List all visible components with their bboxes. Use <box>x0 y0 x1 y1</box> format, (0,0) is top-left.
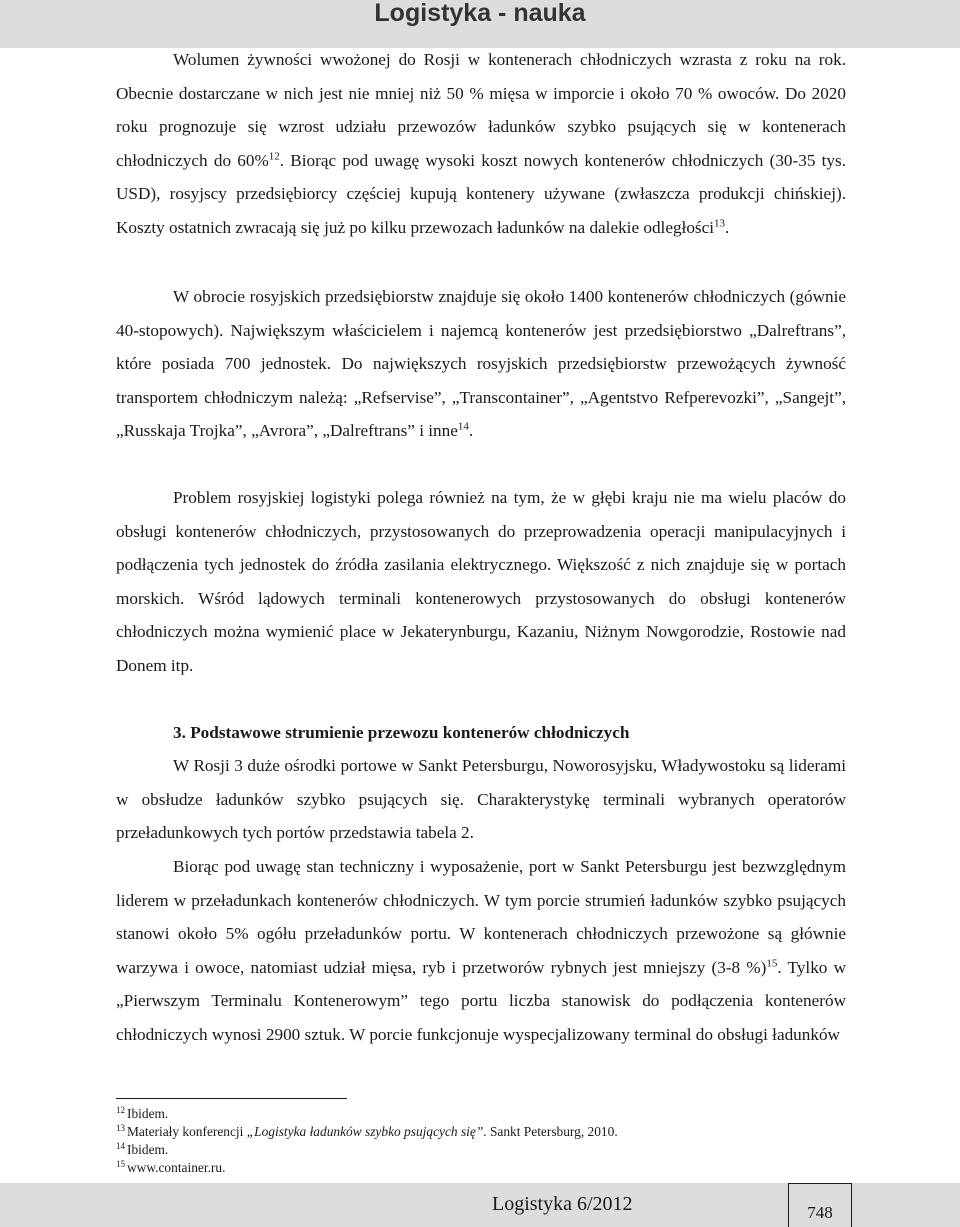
footnote-14 <box>116 1141 856 1159</box>
footnote-separator <box>116 1098 347 1099</box>
footnotes <box>116 1105 856 1177</box>
paragraph-2-text: W obrocie rosyjskich przedsiębiorstw znajduje się około 1400 kontenerów chłodniczych (gównie 40-stopowych). Największym właścicielem i najemcą kontenerów jest przedsiębiorstwo „Dalreftrans”, które posiada 700 jednostek. Do największych rosyjskich przedsiębiorstw przewożących żywność transportem chłodniczym należą: „Refservise”, „Transcontainer”, „Agentstvo Refperevozki”, „Sangejt”, „Russkaja Trojka”, „Avrora”, „Dalreftrans” i inne <box>116 287 846 441</box>
paragraph-3-text: Problem rosyjskiej logistyki polega również na tym, że w głębi kraju nie ma wielu placów do obsługi kontenerów chłodniczych, przystosowanych do przeprowadzenia operacji manipulacyjnych i podłączenia tych jednostek do źródła zasilania elektrycznego. Większość z nich znajduje się w portach morskich. Wśród lądowych terminali kontenerowych przystosowanych do obsługi kontenerów chłodniczych można wymienić place w Jekaterynburgu, Kazaniu, Niżnym Nowgorodzie, Rostowie nad Donem itp. <box>116 488 846 675</box>
paragraph-1-first-line: Wolumen żywności wwożonej do Rosji w kontenerach chłodniczych wzrasta z roku <box>173 50 787 69</box>
footnote-text: Ibidem. <box>127 1106 169 1121</box>
footnote-text: www.container.ru. <box>127 1160 226 1175</box>
footnote-12 <box>116 1105 856 1123</box>
footnote-number: 14 <box>116 1140 125 1151</box>
paragraph-5 <box>116 850 846 1052</box>
paragraph-5-text: Biorąc pod uwagę stan techniczny i wyposażenie, port w Sankt Petersburgu jest bezwzględnym liderem w przeładunkach kontenerów chłodniczych. W tym porcie strumień ładunków szybko psujących stanowi około 5% ogółu przeładunków portu. W kontenerach chłodniczych przewożone są głównie warzywa i owoce, natomiast udział mięsa, ryb i przetworów rybnych jest mniejszy (3-8 %) <box>116 857 846 977</box>
paragraph-1-text-end: . <box>725 217 730 237</box>
paragraph-1-text-2: . Biorąc pod uwagę wysoki koszt nowych kontenerów chłodniczych (30-35 tys. USD), rosyjscy przedsiębiorcy częściej kupują kontenery używane (zwłaszcza produkcji chińskiej). Koszty ostatnich zwracają się już po kilku przewozach ładunków na dalekie odległości <box>116 150 846 237</box>
footnote-ref-14: 14 <box>457 420 469 433</box>
paragraph-1-text: na rok. Obecnie dostarczane w nich jest nie mniej niż 50 % mięsa w imporcie i około 70 % owoców. Do 2020 roku prognozuje się wzrost udziału przewozów ładunków szybko psujących się w kontenerach chłodniczych do 60% <box>116 50 847 170</box>
footnote-ref-12: 12 <box>268 150 280 163</box>
paragraph-4 <box>116 749 846 850</box>
footnote-ref-15: 15 <box>766 957 778 970</box>
footnote-text: Ibidem. <box>127 1142 169 1157</box>
page-number: 748 <box>807 1203 833 1222</box>
paragraph-2 <box>116 280 846 448</box>
footnote-ref-13: 13 <box>714 217 726 230</box>
footnote-13 <box>116 1123 856 1141</box>
footnote-text: Materiały konferencji <box>127 1124 247 1139</box>
paragraph-2-text-end: . <box>468 421 474 441</box>
paragraph-1 <box>116 43 846 245</box>
section-heading: 3. Podstawowe strumienie przewozu kontenerów chłodniczych <box>173 723 630 742</box>
paragraph-3 <box>116 481 846 683</box>
header-bar <box>0 0 960 48</box>
footer-journal-label: Logistyka 6/2012 <box>492 1193 633 1215</box>
footnote-number: 15 <box>116 1158 125 1169</box>
footnote-number: 13 <box>116 1122 125 1133</box>
footnote-15 <box>116 1159 856 1177</box>
footnote-text-post: . Sankt Petersburg, 2010. <box>483 1124 618 1139</box>
page-number-box <box>788 1183 852 1227</box>
footnote-title: „Logistyka ładunków szybko psujących się” <box>246 1124 484 1139</box>
paragraph-4-text: W Rosji 3 duże ośrodki portowe w Sankt Petersburgu, Noworosyjsku, Władywostoku są liderami w obsłudze ładunków szybko psujących się. Charakterystykę terminali wybranych operatorów przeładunkowych tych portów przedstawia tabela 2. <box>116 756 846 843</box>
page-header-title: Logistyka - nauka <box>374 0 586 27</box>
paragraph-5-text-2: . Tylko w „Pierwszym Terminalu Kontenerowym” tego portu liczba stanowisk do podłączenia kontenerów chłodniczych wynosi 2900 sztuk. W porcie funkcjonuje wyspecjalizowany terminal do obsługi ładunków <box>116 957 846 1044</box>
footnote-number: 12 <box>116 1104 125 1115</box>
